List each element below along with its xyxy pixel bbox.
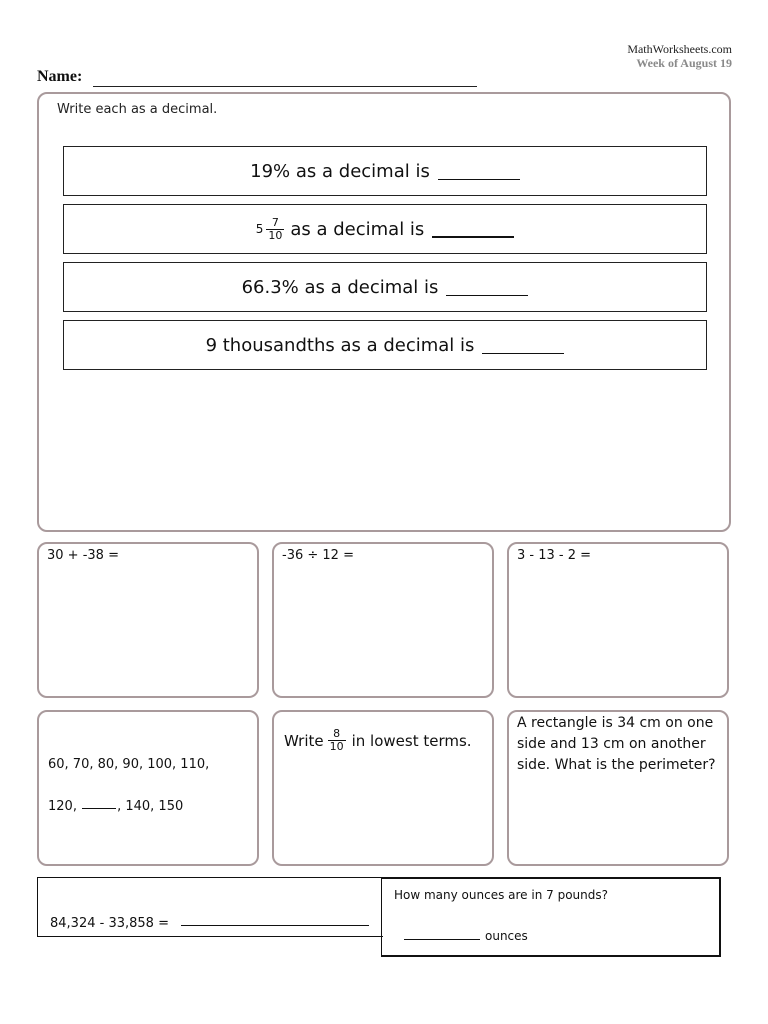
- large-subtraction-text: 84,324 - 33,858 =: [50, 916, 169, 931]
- ounces-answer: [404, 929, 528, 943]
- sequence-start: 120,: [48, 799, 77, 814]
- rectangle-problem: A rectangle is 34 cm on one side and 13 cm on another side. What is the perimeter?: [517, 715, 716, 773]
- division-problem: -36 ÷ 12 =: [282, 548, 354, 563]
- sequence-box: [37, 710, 259, 866]
- lowest-terms-box[interactable]: [272, 710, 494, 866]
- sequence-line-2: [48, 798, 183, 814]
- decimal-question-3: [63, 262, 707, 312]
- ounces-box: [381, 877, 721, 957]
- question-text: 19% as a decimal is: [250, 160, 430, 182]
- mixed-number-whole: 5: [255, 222, 264, 236]
- lowest-terms-suffix: in lowest terms.: [351, 731, 472, 750]
- ounces-question: How many ounces are in 7 pounds?: [394, 888, 608, 902]
- division-box[interactable]: [272, 542, 494, 698]
- fraction-denominator: 10: [329, 740, 344, 753]
- question-text: as a decimal is: [290, 218, 425, 240]
- fraction-denominator: 10: [268, 228, 283, 242]
- sequence-blank[interactable]: [82, 798, 116, 809]
- decimal-question-4: [63, 320, 707, 370]
- question-text: 9 thousandths as a decimal is: [205, 334, 475, 356]
- subtraction-box[interactable]: [507, 542, 729, 698]
- decimal-question-2: [63, 204, 707, 254]
- lowest-terms-prefix: Write: [284, 731, 324, 750]
- answer-blank[interactable]: [404, 929, 480, 940]
- answer-blank[interactable]: [482, 337, 564, 354]
- lowest-terms-problem: [284, 728, 472, 753]
- answer-blank[interactable]: [432, 220, 514, 238]
- subtraction-problem: 3 - 13 - 2 =: [517, 548, 592, 563]
- addition-box[interactable]: [37, 542, 259, 698]
- ounces-unit: ounces: [485, 929, 528, 943]
- decimal-panel: [37, 92, 731, 532]
- question-text: 66.3% as a decimal is: [241, 276, 439, 298]
- fraction: [328, 728, 346, 753]
- fraction-numerator: 8: [333, 727, 341, 740]
- fraction: [266, 217, 284, 242]
- name-row: [37, 68, 477, 88]
- site-header: [627, 42, 732, 70]
- rectangle-perimeter-box[interactable]: [507, 710, 729, 866]
- addition-problem: 30 + -38 =: [47, 548, 119, 563]
- bottom-section: [37, 877, 721, 957]
- decimal-instruction: Write each as a decimal.: [57, 102, 218, 117]
- answer-blank[interactable]: [181, 915, 369, 926]
- decimal-question-1: [63, 146, 707, 196]
- fraction-numerator: 7: [271, 215, 279, 229]
- week-label: Week of August 19: [636, 56, 732, 70]
- answer-blank[interactable]: [438, 163, 520, 180]
- sequence-line-1: 60, 70, 80, 90, 100, 110,: [48, 757, 210, 772]
- sequence-end: , 140, 150: [117, 799, 184, 814]
- name-field[interactable]: [93, 86, 477, 87]
- large-subtraction-box: [37, 877, 383, 937]
- site-name: MathWorksheets.com: [627, 42, 732, 56]
- large-subtraction-problem: [50, 915, 369, 931]
- answer-blank[interactable]: [446, 279, 528, 296]
- name-label: Name:: [37, 68, 83, 85]
